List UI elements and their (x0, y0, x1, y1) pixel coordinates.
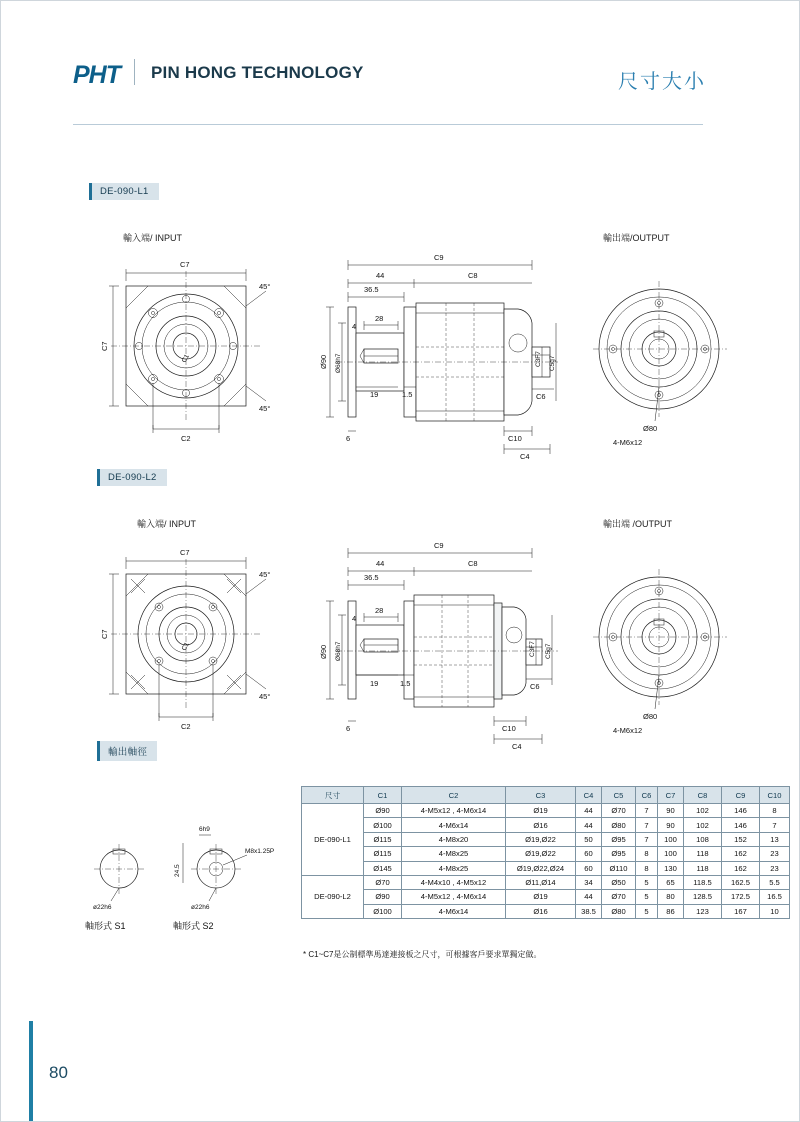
svg-text:4: 4 (352, 614, 357, 623)
svg-text:6h9: 6h9 (199, 826, 210, 833)
cell-c1: Ø100 (364, 818, 402, 832)
cell-c1: Ø100 (364, 904, 402, 918)
svg-text:C9: C9 (434, 541, 444, 550)
cell-c9: 162 (722, 861, 760, 875)
table-note: * C1~C7是公制標準馬達連接板之尺寸，可根據客戶要求單獨定做。 (303, 950, 542, 959)
cell-c5: Ø50 (602, 875, 636, 889)
cell-c3: Ø16 (506, 818, 576, 832)
drawing-l2-side-view (296, 539, 566, 754)
th-c10: C10 (760, 787, 790, 804)
output-label-2: 輸出端 /OUTPUT (603, 519, 672, 529)
drawing-l1-side-view (296, 251, 566, 466)
svg-text:6: 6 (346, 724, 351, 733)
svg-text:C8: C8 (468, 271, 478, 280)
svg-text:C3F7: C3F7 (535, 351, 542, 367)
svg-text:M8x1.25P: M8x1.25P (245, 848, 275, 855)
cell-c4: 44 (576, 890, 602, 904)
cell-c4: 44 (576, 818, 602, 832)
group-name-l2: DE-090-L2 (302, 875, 364, 918)
svg-text:C7: C7 (100, 341, 109, 351)
cell-c7: 80 (658, 890, 684, 904)
section-label-output-shaft: 輸出軸徑 (97, 741, 157, 761)
cell-c7: 100 (658, 847, 684, 861)
input-label-2: 輸入端/ INPUT (137, 519, 197, 529)
cell-c9: 172.5 (722, 890, 760, 904)
company-logo: PHT (73, 61, 120, 89)
th-c3: C3 (506, 787, 576, 804)
cell-c8: 123 (684, 904, 722, 918)
svg-text:C5g7: C5g7 (549, 355, 556, 371)
cell-c3: Ø19,Ø22,Ø24 (506, 861, 576, 875)
input-label-1: 輸入端/ INPUT (123, 233, 183, 243)
svg-text:28: 28 (375, 314, 384, 323)
cell-c8: 118 (684, 847, 722, 861)
cell-c2: 4-M5x12 , 4-M6x14 (402, 890, 506, 904)
cell-c1: Ø90 (364, 804, 402, 818)
cell-c2: 4-M6x14 (402, 904, 506, 918)
cell-c5: Ø80 (602, 818, 636, 832)
table-row (302, 804, 790, 818)
svg-text:44: 44 (376, 271, 385, 280)
cell-c8: 118.5 (684, 875, 722, 889)
cell-c8: 108 (684, 832, 722, 846)
cell-c2: 4-M4x10 , 4-M5x12 (402, 875, 506, 889)
th-c1: C1 (364, 787, 402, 804)
cell-c9: 146 (722, 818, 760, 832)
cell-c4: 60 (576, 861, 602, 875)
cell-c2: 4-M6x14 (402, 818, 506, 832)
cell-c4: 60 (576, 847, 602, 861)
svg-text:C10: C10 (508, 434, 522, 443)
th-c7: C7 (658, 787, 684, 804)
svg-text:C8: C8 (468, 559, 478, 568)
svg-text:C4: C4 (512, 742, 522, 751)
cell-c8: 128.5 (684, 890, 722, 904)
section-label-de-090-l2: DE-090-L2 (97, 469, 167, 486)
svg-text:4-M6x12: 4-M6x12 (613, 726, 643, 735)
svg-text:19: 19 (370, 390, 379, 399)
cell-c9: 152 (722, 832, 760, 846)
svg-text:Ø90: Ø90 (319, 354, 328, 369)
cell-c10: 8 (760, 804, 790, 818)
group-name-l1: DE-090-L1 (302, 804, 364, 876)
cell-c6: 7 (636, 818, 658, 832)
page-title: 尺寸大小 (618, 71, 706, 93)
svg-text:Ø90: Ø90 (319, 644, 328, 659)
cell-c3: Ø11,Ø14 (506, 875, 576, 889)
cell-c10: 7 (760, 818, 790, 832)
svg-text:1.5: 1.5 (402, 390, 413, 399)
th-c8: C8 (684, 787, 722, 804)
svg-text:C7: C7 (100, 629, 109, 639)
cell-c2: 4-M8x25 (402, 861, 506, 875)
svg-text:44: 44 (376, 559, 385, 568)
cell-c1: Ø115 (364, 832, 402, 846)
svg-text:C6: C6 (530, 682, 540, 691)
cell-c9: 162.5 (722, 875, 760, 889)
th-c9: C9 (722, 787, 760, 804)
table-row (302, 904, 790, 918)
cell-c1: Ø145 (364, 861, 402, 875)
drawing-l2-output-face (591, 557, 741, 737)
cell-c3: Ø19,Ø22 (506, 847, 576, 861)
cell-c7: 90 (658, 804, 684, 818)
svg-text:45°: 45° (259, 570, 271, 579)
svg-text:6: 6 (346, 434, 351, 443)
cell-c6: 8 (636, 861, 658, 875)
svg-text:36.5: 36.5 (364, 573, 379, 582)
cell-c6: 5 (636, 904, 658, 918)
svg-text:4: 4 (352, 322, 357, 331)
cell-c5: Ø110 (602, 861, 636, 875)
cell-c10: 16.5 (760, 890, 790, 904)
cell-c1: Ø115 (364, 847, 402, 861)
svg-text:C9: C9 (434, 253, 444, 262)
table-row (302, 861, 790, 875)
cell-c10: 13 (760, 832, 790, 846)
shaft-s2-caption: 軸形式 S2 (173, 921, 214, 931)
cell-c5: Ø70 (602, 890, 636, 904)
th-c6: C6 (636, 787, 658, 804)
svg-text:Ø68h7: Ø68h7 (335, 641, 342, 661)
svg-text:C7: C7 (180, 260, 190, 269)
cell-c5: Ø95 (602, 832, 636, 846)
cell-c5: Ø80 (602, 904, 636, 918)
cell-c6: 7 (636, 804, 658, 818)
drawing-l1-input-face (101, 251, 281, 451)
cell-c2: 4-M5x12 , 4-M6x14 (402, 804, 506, 818)
cell-c7: 65 (658, 875, 684, 889)
svg-text:C6: C6 (536, 392, 546, 401)
section-label-de-090-l1: DE-090-L1 (89, 183, 159, 200)
cell-c6: 5 (636, 890, 658, 904)
cell-c7: 86 (658, 904, 684, 918)
drawing-l2-input-face (101, 539, 281, 739)
page-header (1, 1, 800, 131)
cell-c7: 90 (658, 818, 684, 832)
cell-c5: Ø70 (602, 804, 636, 818)
cell-c5: Ø95 (602, 847, 636, 861)
svg-text:4-M6x12: 4-M6x12 (613, 438, 643, 447)
svg-text:ø22h6: ø22h6 (191, 904, 210, 911)
drawing-shaft-s2 (161, 821, 291, 926)
cell-c10: 23 (760, 861, 790, 875)
cell-c2: 4-M8x20 (402, 832, 506, 846)
header-rule (73, 124, 703, 125)
svg-text:45°: 45° (259, 692, 271, 701)
svg-text:C1: C1 (180, 641, 191, 652)
output-label-1: 輸出端/OUTPUT (603, 233, 670, 243)
table-header-row (302, 787, 790, 804)
svg-text:1.5: 1.5 (400, 679, 411, 688)
cell-c7: 100 (658, 832, 684, 846)
th-c5: C5 (602, 787, 636, 804)
th-c4: C4 (576, 787, 602, 804)
table-row (302, 818, 790, 832)
svg-text:24.5: 24.5 (174, 864, 181, 877)
table-row (302, 875, 790, 889)
svg-text:C3F7: C3F7 (529, 641, 536, 657)
cell-c4: 50 (576, 832, 602, 846)
cell-c7: 130 (658, 861, 684, 875)
svg-text:19: 19 (370, 679, 379, 688)
cell-c8: 102 (684, 804, 722, 818)
cell-c4: 44 (576, 804, 602, 818)
th-size: 尺寸 (302, 787, 364, 804)
drawing-l1-output-face (591, 269, 741, 449)
table-row (302, 832, 790, 846)
cell-c3: Ø19 (506, 890, 576, 904)
cell-c10: 5.5 (760, 875, 790, 889)
cell-c3: Ø19,Ø22 (506, 832, 576, 846)
cell-c2: 4-M8x25 (402, 847, 506, 861)
brand-name: PIN HONG TECHNOLOGY (151, 63, 364, 82)
cell-c6: 5 (636, 875, 658, 889)
svg-text:C2: C2 (181, 722, 191, 731)
svg-text:Ø68h7: Ø68h7 (335, 353, 342, 373)
cell-c9: 162 (722, 847, 760, 861)
cell-c10: 10 (760, 904, 790, 918)
cell-c6: 8 (636, 847, 658, 861)
svg-text:ø22h6: ø22h6 (93, 904, 112, 911)
cell-c6: 7 (636, 832, 658, 846)
cell-c4: 34 (576, 875, 602, 889)
spec-table (301, 786, 790, 919)
cell-c3: Ø19 (506, 804, 576, 818)
cell-c1: Ø70 (364, 875, 402, 889)
left-accent-bar (29, 1021, 33, 1121)
svg-text:36.5: 36.5 (364, 285, 379, 294)
cell-c9: 146 (722, 804, 760, 818)
cell-c9: 167 (722, 904, 760, 918)
cell-c1: Ø90 (364, 890, 402, 904)
svg-text:45°: 45° (259, 404, 271, 413)
cell-c3: Ø16 (506, 904, 576, 918)
cell-c4: 38.5 (576, 904, 602, 918)
svg-text:C1: C1 (180, 353, 191, 364)
table-row (302, 890, 790, 904)
th-c2: C2 (402, 787, 506, 804)
cell-c8: 102 (684, 818, 722, 832)
svg-text:C7: C7 (180, 548, 190, 557)
svg-text:C10: C10 (502, 724, 516, 733)
cell-c10: 23 (760, 847, 790, 861)
svg-text:28: 28 (375, 606, 384, 615)
table-row (302, 847, 790, 861)
shaft-s1-caption: 軸形式 S1 (85, 921, 126, 931)
drawing-shaft-s1 (81, 841, 171, 921)
svg-text:45°: 45° (259, 282, 271, 291)
svg-text:Ø80: Ø80 (643, 712, 658, 721)
svg-text:C5g7: C5g7 (545, 643, 552, 659)
page-number: 80 (49, 1063, 68, 1082)
cell-c8: 118 (684, 861, 722, 875)
logo-divider (134, 59, 135, 85)
svg-text:C4: C4 (520, 452, 530, 461)
svg-text:C2: C2 (181, 434, 191, 443)
svg-text:Ø80: Ø80 (643, 424, 658, 433)
